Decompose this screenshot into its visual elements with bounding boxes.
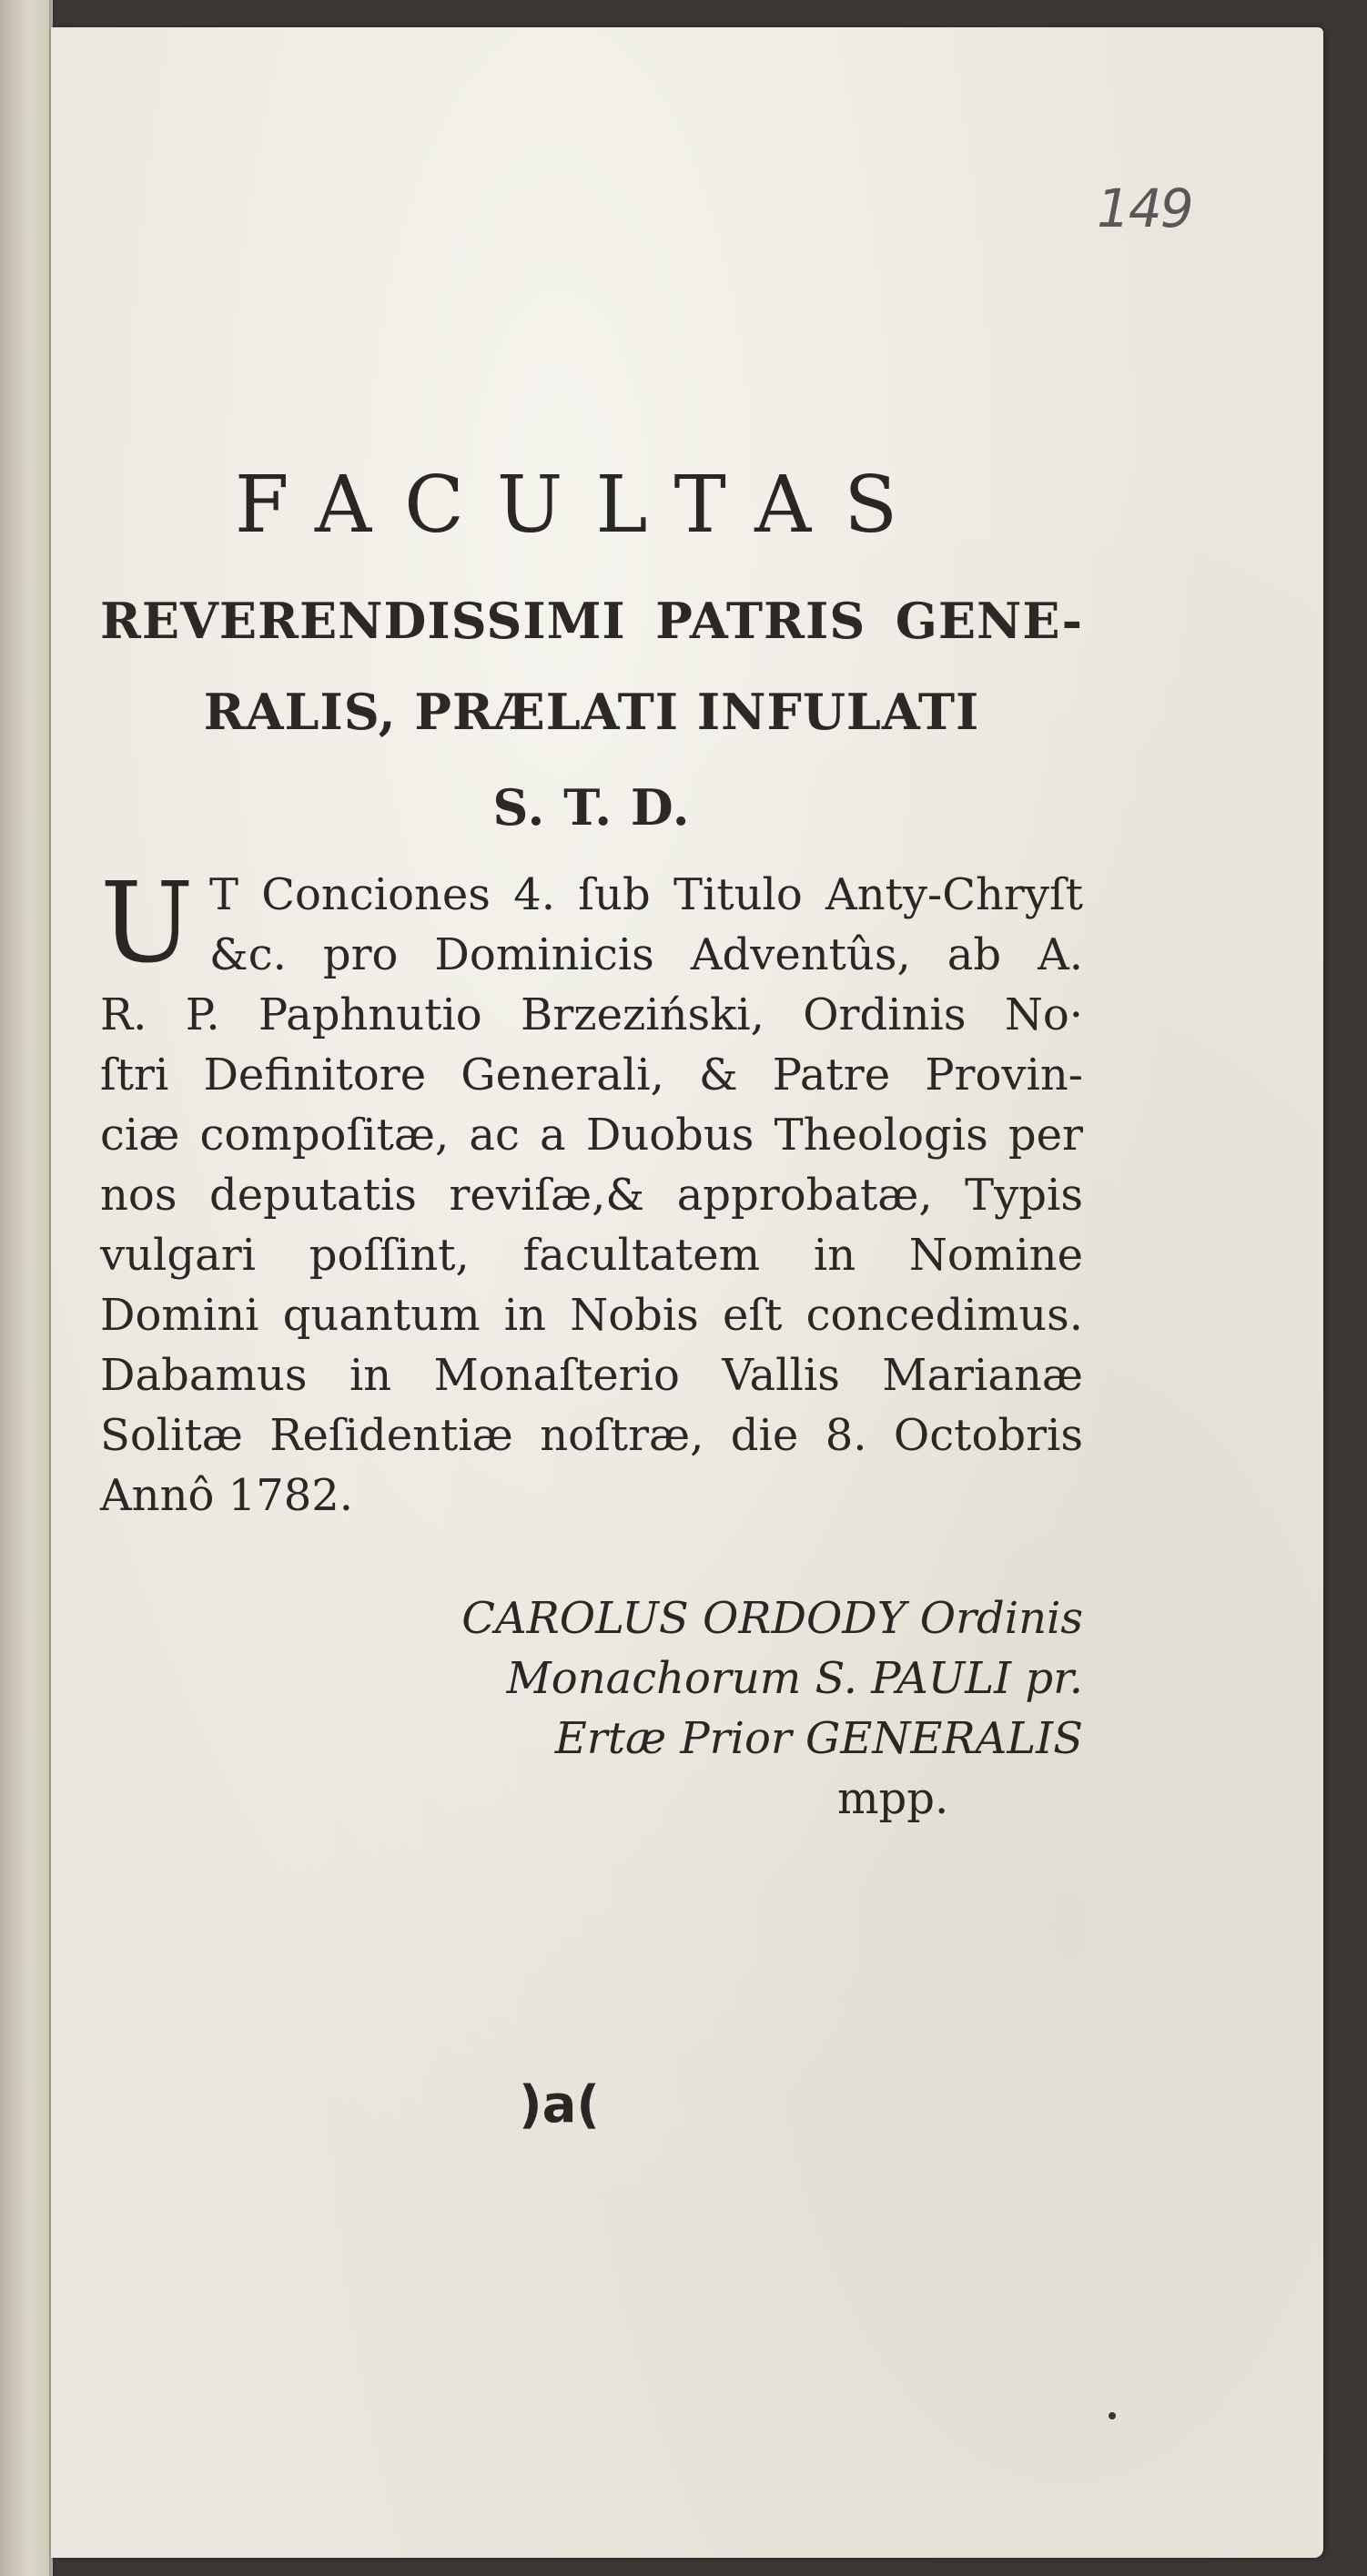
body-text [100,985,1083,1526]
body-line: &c. pro Dominicis Adventûs, ab A. [209,929,1083,980]
signature-block [364,1588,1083,1829]
subtitle-line-3: S. T. D. [492,778,691,837]
subtitle-line-1: REVERENDISSIMI PATRIS GENE- [100,592,1083,650]
body-line: ciæ compoſitæ, ac a Duobus Theologis per [100,1110,1083,1161]
subtitle-line-2: RALIS, PRÆLATI INFULATI [203,683,980,741]
body-line: nos deputatis reviſæ,& approbatæ, Typis [100,1170,1083,1221]
paper-speck [1109,2412,1116,2419]
body-line: R. P. Paphnutio Brzeziński, Ordinis No· [100,989,1083,1040]
body-line: T Conciones 4. ſub Titulo Anty-Chryſt [209,869,1083,920]
body-line: Dabamus in Monaſterio Vallis Marianæ [100,1350,1083,1401]
body-first-lines [209,865,1083,985]
signature-line-2: Monachorum S. PAULI pr. [506,1653,1083,1704]
body-line: Solitæ Reſidentiæ noſtræ, die 8. Octobris [100,1410,1083,1461]
signature-line-1: CAROLUS ORDODY Ordinis [461,1593,1083,1644]
signature-line-4: mpp. [837,1773,949,1824]
body-line: Domini quantum in Nobis eſt concedimus. [100,1290,1083,1341]
page-ornament: )a( [519,2075,600,2135]
signature-line-3: Ertæ Prior GENERALIS [554,1713,1083,1764]
body-line: ſtri Definitore Generali, & Patre Provin- [100,1050,1083,1100]
document-title: FACULTAS [234,460,931,551]
folio-number: 149 [1097,177,1192,239]
adjacent-page-edge [0,0,53,2576]
drop-cap: U [100,858,194,988]
body-line: Annô 1782. [100,1470,354,1521]
body-line: vulgari poſſint, facultatem in Nomine [100,1230,1083,1281]
